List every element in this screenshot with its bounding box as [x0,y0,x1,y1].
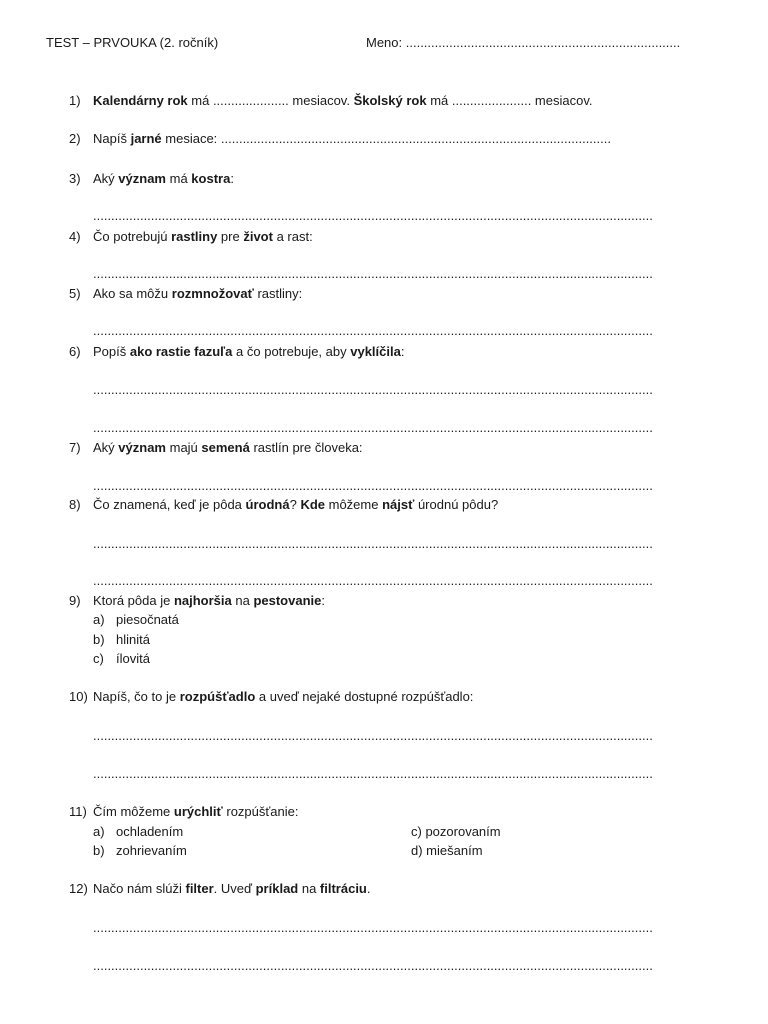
option-letter: a) [93,824,105,839]
question-4-text: Čo potrebujú rastliny pre život a rast: [93,229,313,244]
question-3-text: Aký význam má kostra: [93,171,234,186]
option-zohrievanim[interactable]: zohrievaním [116,843,187,858]
test-title: TEST – PRVOUKA (2. ročník) [46,35,219,50]
question-11-number: 11) [69,804,87,819]
option-hlinita[interactable]: hlinitá [116,632,150,647]
question-11-text: Čím môžeme urýchliť rozpúšťanie: [93,804,299,819]
option-letter: b) [93,632,105,647]
question-2-number: 2) [69,131,81,146]
answer-line-8a[interactable]: ........................................................................................................................................................... [93,536,653,551]
option-letter: a) [93,612,105,627]
option-ilovita[interactable]: ílovitá [116,651,150,666]
answer-line-12b[interactable]: ........................................................................................................................................................... [93,958,653,973]
question-10-number: 10) [69,689,88,704]
question-12-text: Načo nám slúži filter. Uveď príklad na filtráciu. [93,881,371,896]
question-12-number: 12) [69,881,88,896]
option-ochladenim[interactable]: ochladením [116,824,184,839]
option-piesocnata[interactable]: piesočnatá [116,612,179,627]
question-9-text: Ktorá pôda je najhoršia na pestovanie: [93,593,325,608]
question-1-text: Kalendárny rok má ..................... mesiacov. Školský rok má ...................... mesiacov. [93,93,593,108]
question-2-text: Napíš jarné mesiace: ............................................................................................................ [93,131,611,146]
option-pozorovanim[interactable]: c) pozorovaním [411,824,501,839]
name-field[interactable]: Meno: ............................................................................ [366,35,681,50]
question-8-number: 8) [69,497,81,512]
answer-line-6a[interactable]: ........................................................................................................................................................... [93,382,653,397]
option-letter: c) [93,651,104,666]
question-6-text: Popíš ako rastie fazuľa a čo potrebuje, aby vyklíčila: [93,344,405,359]
question-1-number: 1) [69,93,81,108]
question-7-text: Aký význam majú semená rastlín pre človeka: [93,440,363,455]
question-10-text: Napíš, čo to je rozpúšťadlo a uveď nejaké dostupné rozpúšťadlo: [93,689,474,704]
option-letter: b) [93,843,105,858]
question-8-text: Čo znamená, keď je pôda úrodná? Kde môžeme nájsť úrodnú pôdu? [93,497,499,512]
answer-line-7[interactable]: ........................................................................................................................................................... [93,478,653,493]
answer-line-10a[interactable]: ........................................................................................................................................................... [93,728,653,743]
answer-line-12a[interactable]: ........................................................................................................................................................... [93,920,653,935]
answer-line-4[interactable]: ........................................................................................................................................................... [93,266,653,281]
answer-line-8b[interactable]: ........................................................................................................................................................... [93,573,653,588]
question-5-text: Ako sa môžu rozmnožovať rastliny: [93,286,303,301]
answer-line-3[interactable]: ........................................................................................................................................................... [93,208,653,223]
question-5-number: 5) [69,286,81,301]
question-7-number: 7) [69,440,81,455]
question-4-number: 4) [69,229,81,244]
question-6-number: 6) [69,344,81,359]
answer-line-5[interactable]: ........................................................................................................................................................... [93,323,653,338]
question-9-number: 9) [69,593,81,608]
answer-line-6b[interactable]: ........................................................................................................................................................... [93,420,653,435]
question-3-number: 3) [69,171,81,186]
option-miesanim[interactable]: d) miešaním [411,843,483,858]
answer-line-10b[interactable]: ........................................................................................................................................................... [93,766,653,781]
